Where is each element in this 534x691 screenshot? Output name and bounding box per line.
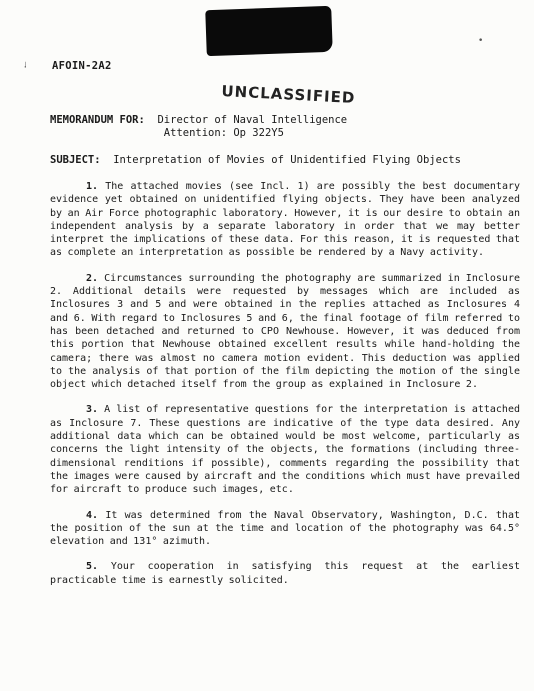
redaction-block: [205, 6, 333, 56]
paragraph-text: A list of representative questions for the interpretation is attached as Inclosure 7. These questions are indicative of the type data desired. Any additional data which can be obtained would be most welcome, particularly as concerns the light intensity of the objects, the formations (including three-dimensional renditions if possible), comments regarding the possibility that the images were caused by aircraft and the conditions which must have prevailed for aircraft to produce such images, etc.: [50, 404, 520, 496]
paragraph-number: 5.: [86, 561, 99, 573]
memo-body: [50, 180, 520, 599]
paragraph-number: 1.: [86, 181, 99, 192]
memo-header: [50, 114, 347, 140]
memo-for-label: MEMORANDUM FOR:: [50, 114, 145, 126]
memo-attention: Attention: Op 322Y5: [163, 127, 284, 139]
memo-attention-row: [50, 127, 347, 140]
subject-label: SUBJECT:: [50, 154, 101, 166]
paragraph-text: Circumstances surrounding the photography are summarized in Inclosure 2. Additional details were requested by messages which are included as Inclosures 3 and 5 and were obtained in the replies attached as Inclosures 4 and 6. With regard to Inclosures 5 and 6, the final footage of film referred to has been detached and returned to CPO Newhouse. However, it was deduced from this portion that Newhouse obtained excellent results while hand-holding the camera; there was almost no camera motion evident. This deduction was applied to the analysis of that portion of the film depicting the motion of the single object which detached itself from the group as explained in Inclosure 2.: [50, 272, 520, 391]
classification-stamp: UNCLASSIFIED: [221, 82, 356, 107]
ink-speck: •: [478, 36, 484, 46]
margin-mark: ᛍ: [22, 60, 29, 73]
paragraph-4: [50, 509, 520, 549]
paragraph-5: [50, 560, 520, 587]
paragraph-number: 2.: [86, 272, 99, 284]
paragraph-number: 4.: [86, 509, 99, 521]
subject-value: Interpretation of Movies of Unidentified Flying Objects: [113, 154, 461, 166]
memo-for-row: [50, 114, 347, 127]
subject-line: [50, 154, 461, 166]
paragraph-text: It was determined from the Naval Observatory, Washington, D.C. that the position of the sun at the time and location of the photography was 64.5° elevation and 131° azimuth.: [50, 509, 520, 548]
paragraph-number: 3.: [86, 404, 99, 416]
paragraph-text: Your cooperation in satisfying this request at the earliest practicable time is earnestly solicited.: [50, 561, 520, 586]
file-reference: AFOIN-2A2: [52, 60, 112, 72]
paragraph-3: [50, 403, 520, 496]
memo-for-value: Director of Naval Intelligence: [157, 114, 348, 126]
paragraph-text: The attached movies (see Incl. 1) are possibly the best documentary evidence yet obtained on unidentified flying objects. They have been analyzed by an Air Force photographic laboratory. However, it is our desire to obtain an independent analysis by a separate laboratory in order that we may better interpret the implications of these data. For this reason, it is requested that as complete an interpretation as possible be rendered by a Navy activity.: [50, 181, 520, 259]
paragraph-2: [50, 272, 520, 392]
paragraph-1: [50, 180, 520, 260]
